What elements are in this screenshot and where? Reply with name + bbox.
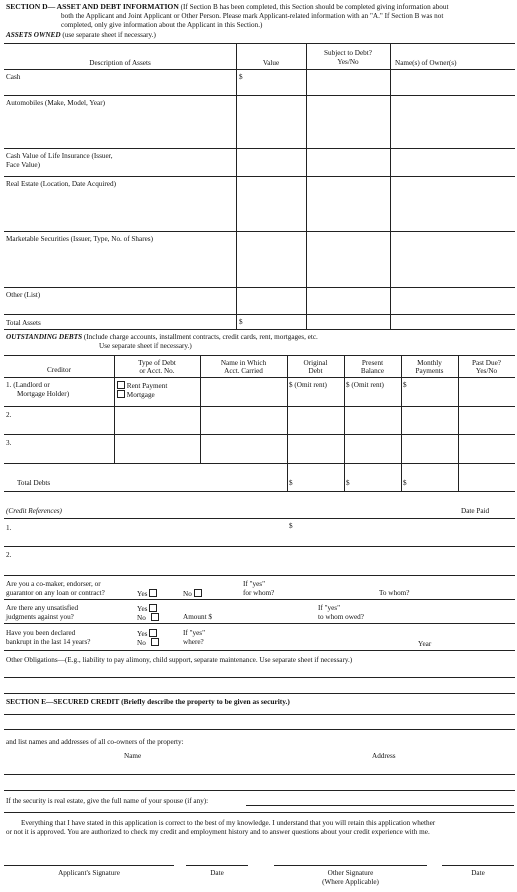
credit-ref-1-label: 1. — [6, 524, 12, 532]
original-debt-omit-rent[interactable]: $ (Omit rent) — [289, 381, 327, 389]
q-judgments-no-checkbox[interactable] — [151, 613, 159, 621]
col-past-due-1: Past Due? — [472, 359, 501, 367]
q-judgments-to-whom-owed: to whom owed? — [318, 613, 364, 621]
other-signature-line[interactable] — [274, 865, 427, 866]
col-name-acct-1: Name in Which — [220, 359, 267, 367]
q-bankrupt-no[interactable] — [137, 638, 159, 647]
asset-row-total-value[interactable]: $ — [239, 318, 243, 326]
q-bankrupt-line-1: Have you been declared — [6, 629, 76, 637]
certification-line-2: or not it is approved. You are authorized to check my credit and employment history and to answer questions about your credit experience with me. — [6, 828, 430, 836]
col-original-2: Debt — [308, 367, 323, 375]
debt-row-2-label: 2. — [6, 411, 12, 419]
debts-note-1: (Include charge accounts, installment contracts, credit cards, rent, mortgages, etc. — [83, 333, 318, 341]
q-judgments-yes[interactable] — [137, 604, 157, 613]
asset-row-cash-label: Cash — [6, 73, 21, 81]
rent-payment-checkbox[interactable] — [117, 381, 125, 389]
credit-ref-2-label: 2. — [6, 551, 12, 559]
q-judgments-yes-label: Yes — [137, 605, 148, 613]
col-present-2: Balance — [360, 367, 385, 375]
q-comaker-yes-checkbox[interactable] — [149, 589, 157, 597]
asset-row-automobiles-label: Automobiles (Make, Model, Year) — [6, 99, 106, 107]
section-d-intro-1: (If Section B has been completed, this Section should be completed giving information about — [180, 3, 449, 11]
asset-row-total-label: Total Assets — [6, 319, 41, 327]
total-present-dollar[interactable]: $ — [346, 479, 350, 487]
q-bankrupt-line-2: bankrupt in the last 14 years? — [6, 638, 91, 646]
applicant-signature-line[interactable] — [4, 865, 174, 866]
other-signature-label-2: (Where Applicable) — [322, 878, 379, 886]
present-balance-omit-rent[interactable]: $ (Omit rent) — [346, 381, 384, 389]
asset-row-securities-label: Marketable Securities (Issuer, Type, No. of Shares) — [6, 235, 153, 243]
q-judgments-line-1: Are there any unsatisfied — [6, 604, 79, 612]
section-d-intro-2: both the Applicant and Joint Applicant or Other Person. Please mark Applicant-related information with an "A." If Section B was not — [61, 12, 444, 20]
debt-row-1-label-2: Mortgage Holder) — [17, 390, 70, 398]
q-comaker-for-whom: for whom? — [243, 589, 275, 597]
rent-payment-option[interactable] — [117, 381, 167, 390]
q-bankrupt-if-yes: If "yes" — [183, 629, 206, 637]
col-past-due-2: Yes/No — [475, 367, 498, 375]
col-yes-no: Yes/No — [337, 58, 359, 66]
q-comaker-no-label: No — [183, 590, 192, 598]
q-judgments-amount[interactable]: Amount $ — [183, 613, 212, 621]
asset-row-other-label: Other (List) — [6, 291, 41, 299]
q-comaker-if-yes: If "yes" — [243, 580, 266, 588]
col-present-1: Present — [361, 359, 384, 367]
q-comaker-line-1: Are you a co-maker, endorser, or — [6, 580, 101, 588]
q-bankrupt-where: where? — [183, 638, 204, 646]
q-bankrupt-yes[interactable] — [137, 629, 157, 638]
credit-ref-1-dollar[interactable]: $ — [289, 522, 293, 530]
total-monthly-dollar[interactable]: $ — [403, 479, 407, 487]
other-signature-label: Other Signature — [327, 869, 374, 877]
asset-row-life-insurance-label: Cash Value of Life Insurance (Issuer, — [6, 152, 113, 160]
q-comaker-no-checkbox[interactable] — [194, 589, 202, 597]
section-e-spouse-label: If the security is real estate, give the full name of your spouse (if any): — [6, 797, 209, 805]
mortgage-option[interactable] — [117, 390, 155, 399]
col-type-debt-1: Type of Debt — [138, 359, 176, 367]
section-e-coowners: and list names and addresses of all co-owners of the property: — [6, 738, 184, 746]
mortgage-label: Mortgage — [126, 391, 155, 399]
q-judgments-no-label: No — [137, 614, 146, 622]
q-comaker-line-2: guarantor on any loan or contract? — [6, 589, 105, 597]
date-2-label: Date — [471, 869, 485, 877]
col-subject-to-debt: Subject to Debt? — [324, 49, 372, 57]
applicant-signature-label: Applicant's Signature — [58, 869, 120, 877]
col-monthly-1: Monthly — [417, 359, 442, 367]
debts-note-2: Use separate sheet if necessary.) — [99, 342, 192, 350]
section-e-title: SECTION E—SECURED CREDIT (Briefly describe the property to be given as security.) — [6, 697, 290, 706]
q-judgments-if-yes: If "yes" — [318, 604, 341, 612]
q-bankrupt-no-checkbox[interactable] — [151, 638, 159, 646]
date-1-line[interactable] — [186, 865, 248, 866]
section-d-header — [6, 3, 449, 12]
date-paid-label: Date Paid — [461, 507, 490, 515]
q-bankrupt-yes-checkbox[interactable] — [149, 629, 157, 637]
col-type-debt-2: or Acct. No. — [139, 367, 175, 375]
col-description-assets: Description of Assets — [89, 59, 151, 67]
credit-references-heading: (Credit References) — [6, 507, 62, 515]
monthly-payment-dollar[interactable]: $ — [403, 381, 407, 389]
col-original-1: Original — [303, 359, 328, 367]
rent-payment-label: Rent Payment — [126, 382, 168, 390]
assets-title: ASSETS OWNED — [6, 31, 61, 39]
col-value: Value — [262, 59, 280, 67]
total-original-dollar[interactable]: $ — [289, 479, 293, 487]
assets-note: (use separate sheet if necessary.) — [62, 31, 156, 39]
assets-heading — [6, 31, 156, 39]
section-e-address-label: Address — [372, 752, 396, 760]
q-judgments-yes-checkbox[interactable] — [149, 604, 157, 612]
q-comaker-to-whom: To whom? — [379, 589, 410, 597]
section-d-title: SECTION D— ASSET AND DEBT INFORMATION — [6, 2, 179, 11]
q-judgments-line-2: judgments against you? — [6, 613, 74, 621]
date-2-line[interactable] — [442, 865, 514, 866]
total-debts-label: Total Debts — [17, 479, 51, 487]
debt-row-1-label-1: 1. (Landlord or — [6, 381, 50, 389]
q-comaker-no[interactable] — [183, 589, 202, 598]
section-d-intro-3: completed, only give information about the Applicant in this Section.) — [61, 21, 263, 29]
debts-heading — [6, 333, 318, 341]
other-obligations: Other Obligations—(E.g., liability to pay alimony, child support, separate maintenance. Use separate sheet if necessary.) — [6, 656, 353, 664]
col-monthly-2: Payments — [415, 367, 444, 375]
asset-row-cash-value[interactable]: $ — [239, 73, 243, 81]
certification-line-1: Everything that I have stated in this application is correct to the best of my knowledge. I understand that you will retain this application whether — [21, 819, 436, 827]
section-e-name-label: Name — [124, 752, 142, 760]
debt-row-3-label: 3. — [6, 439, 12, 447]
spouse-name-line[interactable] — [246, 805, 514, 806]
q-bankrupt-yes-label: Yes — [137, 630, 148, 638]
date-1-label: Date — [210, 869, 224, 877]
q-bankrupt-year: Year — [418, 640, 432, 648]
q-bankrupt-no-label: No — [137, 639, 146, 647]
q-comaker-yes[interactable] — [137, 589, 157, 598]
q-judgments-no[interactable] — [137, 613, 159, 622]
q-comaker-yes-label: Yes — [137, 590, 148, 598]
col-creditor: Creditor — [47, 366, 71, 374]
asset-row-life-insurance-label-2: Face Value) — [6, 161, 40, 169]
col-owners: Name(s) of Owner(s) — [395, 59, 457, 67]
mortgage-checkbox[interactable] — [117, 390, 125, 398]
asset-row-real-estate-label: Real Estate (Location, Date Acquired) — [6, 180, 116, 188]
debts-title: OUTSTANDING DEBTS — [6, 333, 83, 341]
col-name-acct-2: Acct. Carried — [224, 367, 263, 375]
